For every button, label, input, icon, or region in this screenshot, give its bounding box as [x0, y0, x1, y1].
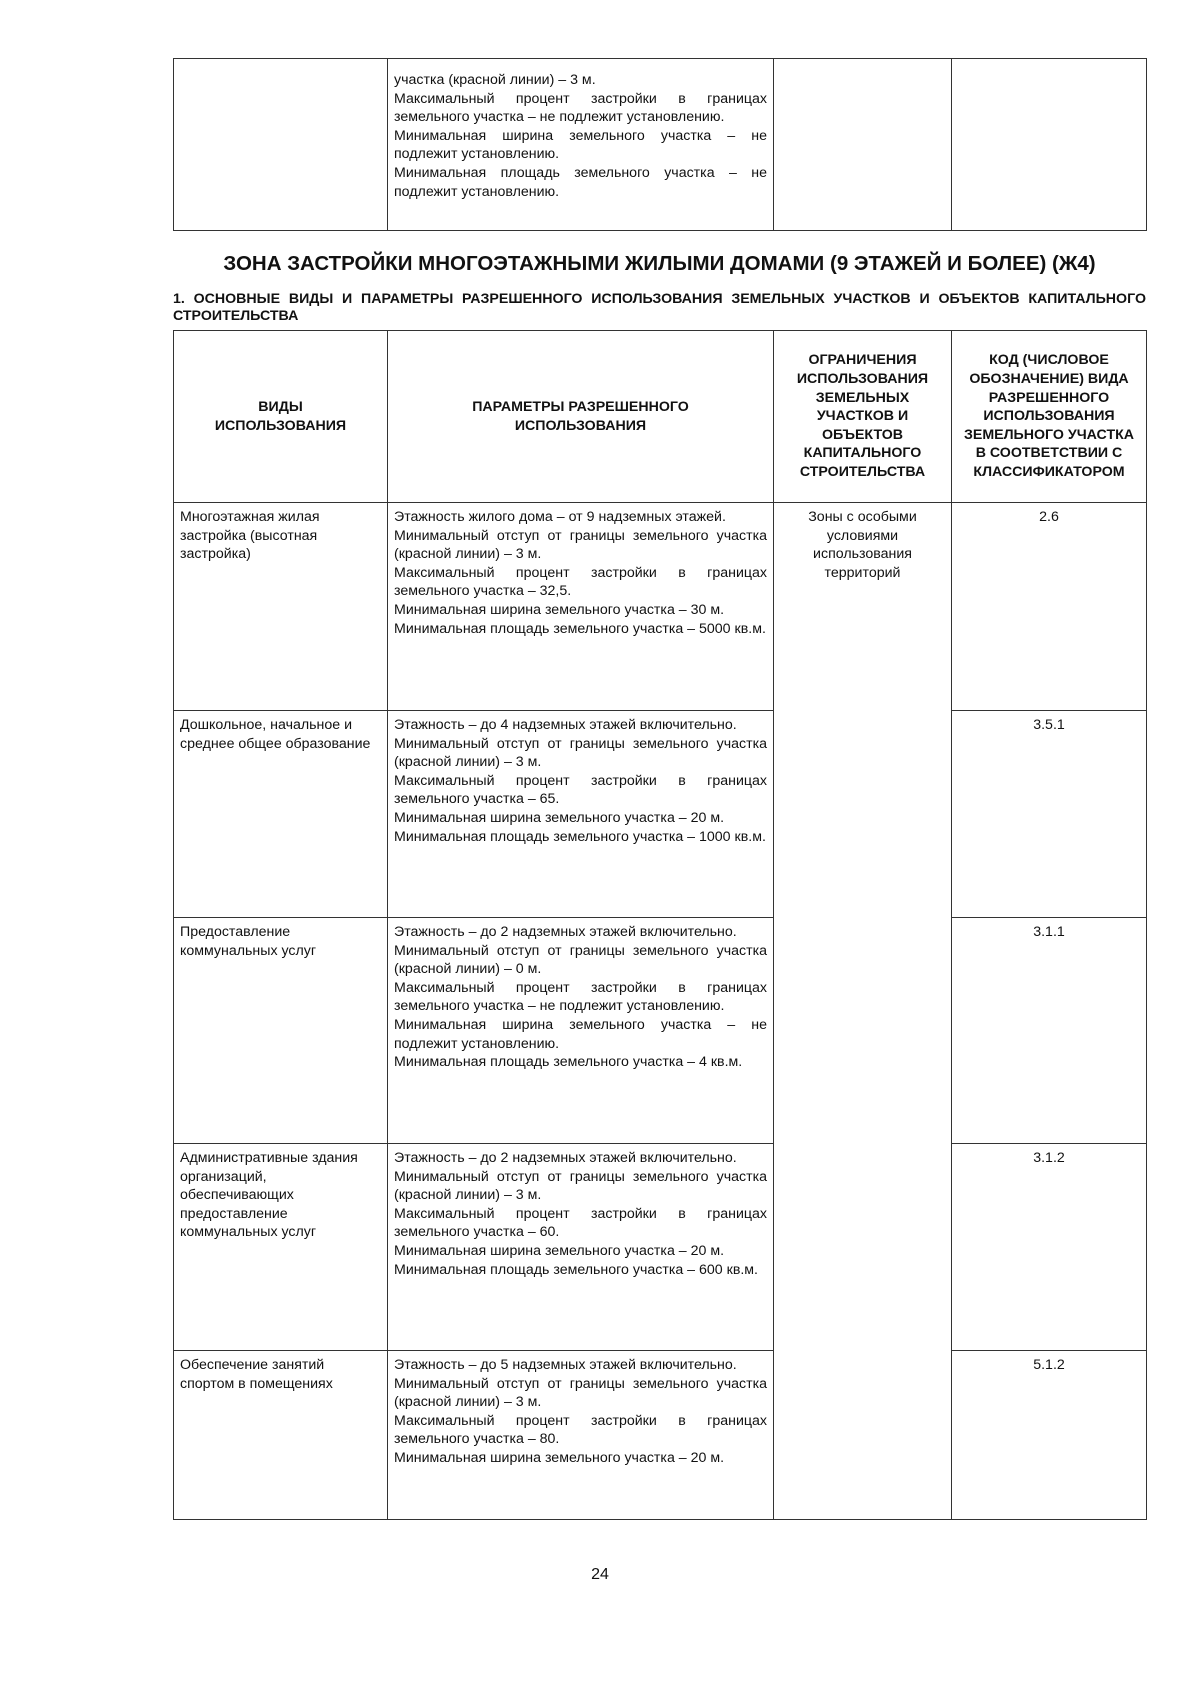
- use-type-cell: Дошкольное, начальное и среднее общее образование: [174, 711, 388, 918]
- table-row: [174, 503, 1147, 711]
- use-type-cell: Предоставление коммунальных услуг: [174, 918, 388, 1144]
- param-line: Минимальная ширина земельного участка – 20 м.: [394, 1242, 725, 1259]
- code-cell: 2.6: [952, 503, 1147, 711]
- param-line: Минимальный отступ от границы земельного участка (красной линии) – 0 м.: [394, 942, 767, 978]
- param-line: Минимальная площадь земельного участка – 4 кв.м.: [394, 1054, 743, 1071]
- param-line: Минимальная ширина земельного участка – не подлежит установлению.: [394, 1016, 767, 1052]
- table-row: [174, 1144, 1147, 1351]
- param-line: Этажность – до 2 надземных этажей включительно.: [394, 1150, 737, 1166]
- zone-title: ЗОНА ЗАСТРОЙКИ МНОГОЭТАЖНЫМИ ЖИЛЫМИ ДОМАМИ (9 ЭТАЖЕЙ И БОЛЕЕ) (Ж4): [223, 252, 1096, 275]
- table-row: [174, 711, 1147, 918]
- continuation-type-cell: [174, 59, 388, 231]
- page-number: 24: [591, 1566, 609, 1583]
- table-row: [174, 918, 1147, 1144]
- continuation-restrictions-cell: [774, 59, 952, 231]
- param-line: Максимальный процент застройки в границах земельного участка – 80.: [394, 1412, 767, 1448]
- param-line: Этажность – до 5 надземных этажей включительно.: [394, 1357, 737, 1373]
- use-type-cell: Обеспечение занятий спортом в помещениях: [174, 1351, 388, 1520]
- column-header-params: ПАРАМЕТРЫ РАЗРЕШЕННОГО ИСПОЛЬЗОВАНИЯ: [388, 331, 774, 503]
- params-cell: [388, 503, 774, 711]
- zone-table: [173, 330, 1147, 1520]
- param-line: Минимальная ширина земельного участка – 20 м.: [394, 1449, 725, 1466]
- param-line: Минимальная ширина земельного участка – 30 м.: [394, 601, 725, 618]
- restrictions-cell: Зоны с особыми условиями использования территорий: [774, 503, 952, 1520]
- code-cell: 3.1.1: [952, 918, 1147, 1144]
- column-header-use-types: ВИДЫ ИСПОЛЬЗОВАНИЯ: [174, 331, 388, 503]
- param-line: Этажность – до 4 надземных этажей включительно.: [394, 717, 737, 733]
- param-line: Максимальный процент застройки в границах земельного участка – 60.: [394, 1205, 767, 1241]
- section-title: 1. ОСНОВНЫЕ ВИДЫ И ПАРАМЕТРЫ РАЗРЕШЕННОГО ИСПОЛЬЗОВАНИЯ ЗЕМЕЛЬНЫХ УЧАСТКОВ И ОБЪЕКТОВ КАПИТАЛЬНОГО СТРОИТЕЛЬСТВА: [173, 291, 1146, 324]
- param-line: Минимальная площадь земельного участка – 1000 кв.м.: [394, 828, 766, 845]
- column-header-restrictions: ОГРАНИЧЕНИЯ ИСПОЛЬЗОВАНИЯ ЗЕМЕЛЬНЫХ УЧАСТКОВ И ОБЪЕКТОВ КАПИТАЛЬНОГО СТРОИТЕЛЬСТВА: [774, 331, 952, 503]
- table-row: [174, 1351, 1147, 1520]
- params-cell: [388, 918, 774, 1144]
- param-line: Этажность – до 2 надземных этажей включительно.: [394, 924, 737, 940]
- use-type-cell: Административные здания организаций, обеспечивающих предоставление коммунальных услуг: [174, 1144, 388, 1351]
- param-line: Максимальный процент застройки в границах земельного участка – не подлежит установлению.: [394, 90, 767, 126]
- continuation-table: [173, 58, 1147, 231]
- param-line: Минимальная площадь земельного участка – 5000 кв.м.: [394, 620, 766, 637]
- params-cell: [388, 1144, 774, 1351]
- code-cell: 3.5.1: [952, 711, 1147, 918]
- param-line: Минимальная площадь земельного участка – не подлежит установлению.: [394, 164, 767, 200]
- param-line: Минимальный отступ от границы земельного участка (красной линии) – 3 м.: [394, 527, 767, 563]
- param-line: Минимальная ширина земельного участка – не подлежит установлению.: [394, 127, 767, 163]
- code-cell: 5.1.2: [952, 1351, 1147, 1520]
- param-line: Максимальный процент застройки в границах земельного участка – 65.: [394, 772, 767, 808]
- param-line: Этажность жилого дома – от 9 надземных этажей.: [394, 509, 726, 525]
- param-line: Минимальный отступ от границы земельного участка (красной линии) – 3 м.: [394, 735, 767, 771]
- column-header-code: КОД (ЧИСЛОВОЕ ОБОЗНАЧЕНИЕ) ВИДА РАЗРЕШЕННОГО ИСПОЛЬЗОВАНИЯ ЗЕМЕЛЬНОГО УЧАСТКА В СООТВЕТСТВИИ С КЛАССИФИКАТОРОМ: [952, 331, 1147, 503]
- param-line: Максимальный процент застройки в границах земельного участка – не подлежит установлению.: [394, 979, 767, 1015]
- table-header-row: [174, 331, 1147, 503]
- params-cell: [388, 1351, 774, 1520]
- param-line: Минимальная площадь земельного участка – 600 кв.м.: [394, 1261, 758, 1278]
- param-line: участка (красной линии) – 3 м.: [394, 72, 596, 88]
- param-line: Минимальная ширина земельного участка – 20 м.: [394, 809, 725, 826]
- param-line: Максимальный процент застройки в границах земельного участка – 32,5.: [394, 564, 767, 600]
- param-line: Минимальный отступ от границы земельного участка (красной линии) – 3 м.: [394, 1168, 767, 1204]
- param-line: Минимальный отступ от границы земельного участка (красной линии) – 3 м.: [394, 1375, 767, 1411]
- params-cell: [388, 711, 774, 918]
- use-type-cell: Многоэтажная жилая застройка (высотная застройка): [174, 503, 388, 711]
- continuation-params-cell: [388, 59, 774, 231]
- code-cell: 3.1.2: [952, 1144, 1147, 1351]
- continuation-code-cell: [952, 59, 1147, 231]
